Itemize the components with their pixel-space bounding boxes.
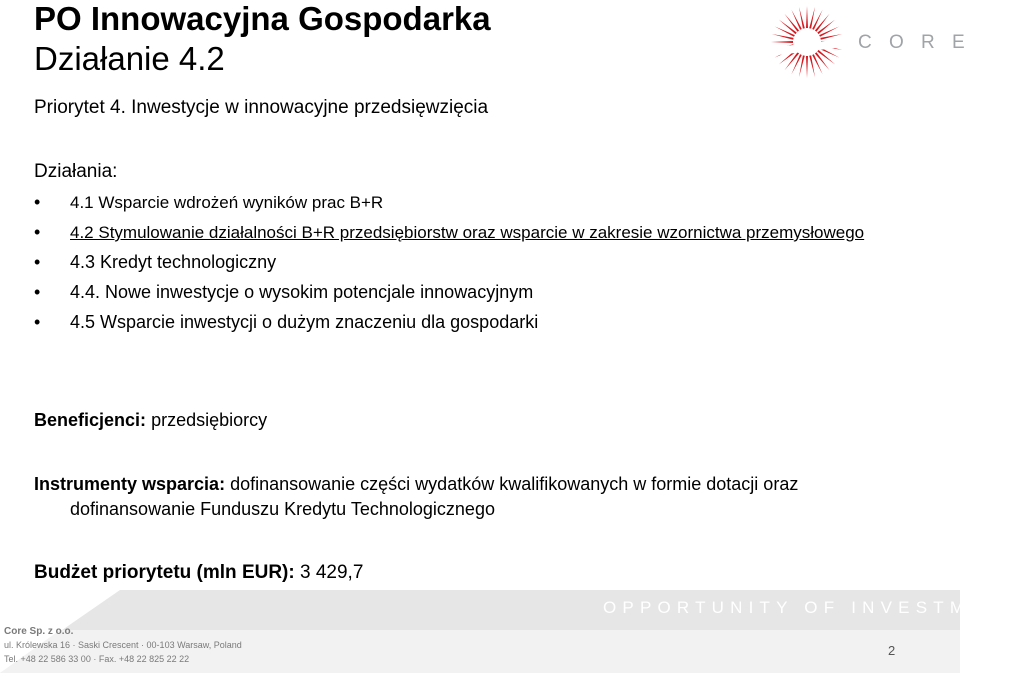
list-item [34,190,914,215]
actions-label: Działania: [34,161,118,182]
list-item [34,280,914,305]
action-text: 4.3 Kredyt technologiczny [70,252,277,272]
instruments-block [34,472,934,522]
list-item [34,310,914,335]
logo-ray [806,6,808,28]
instruments-line2: dofinansowanie Funduszu Kredytu Technologicznego [70,499,495,519]
bullet-icon: • [34,312,41,332]
priority-heading: Priorytet 4. Inwestycje w innowacyjne przedsięwzięcia [34,97,489,118]
logo-ray [799,55,805,77]
budget-line [34,561,363,585]
action-link[interactable]: 4.2 Stymulowanie działalności B+R przedsiębiorstw oraz wsparcie w zakresie wzornictwa przemysłowego [70,223,865,242]
footer-tagline: OPPORTUNITY OF INVESTMENT [603,598,1023,617]
footer-phone: Tel. +48 22 586 33 00 · Fax. +48 22 825 22 22 [4,654,190,664]
list-item [34,250,914,275]
logo-ray [820,34,842,40]
logo-ray [799,7,805,29]
bullet-icon: • [34,252,41,272]
list-item [34,220,914,245]
bullet-icon: • [34,282,41,302]
budget-label: Budżet priorytetu (mln EUR): [34,562,295,583]
logo-text: C O R E [858,32,971,53]
logo-sunburst-icon [769,6,851,78]
logo-ray [806,56,808,78]
beneficiaries-value: przedsiębiorcy [151,410,268,430]
slide-subtitle: Działanie 4.2 [34,40,225,77]
actions-list [34,190,914,340]
beneficiaries-line [34,408,267,432]
action-text: 4.4. Nowe inwestycje o wysokim potencjale innowacyjnym [70,282,534,302]
beneficiaries-label: Beneficjenci: [34,410,147,430]
footer-company: Core Sp. z o.o. [4,626,74,637]
action-text: 4.5 Wsparcie inwestycji o dużym znaczeniu dla gospodarki [70,312,539,332]
logo-ray [809,7,815,29]
bullet-icon: • [34,222,41,242]
budget-value: 3 429,7 [300,562,364,583]
logo-center [797,32,817,52]
logo-ray [772,34,794,40]
page-number: 2 [888,643,896,658]
slide-title: PO Innowacyjna Gospodarka [34,0,491,37]
instruments-line1: dofinansowanie części wydatków kwalifikowanych w formie dotacji oraz [230,474,799,494]
logo-ray [809,55,815,77]
bullet-icon: • [34,192,41,212]
logo-ray [771,41,793,43]
footer-address: ul. Królewska 16 · Saski Crescent · 00-103 Warsaw, Poland [4,640,242,650]
instruments-label: Instrumenty wsparcia: [34,474,226,494]
action-text: 4.1 Wsparcie wdrożeń wyników prac B+R [70,193,384,212]
